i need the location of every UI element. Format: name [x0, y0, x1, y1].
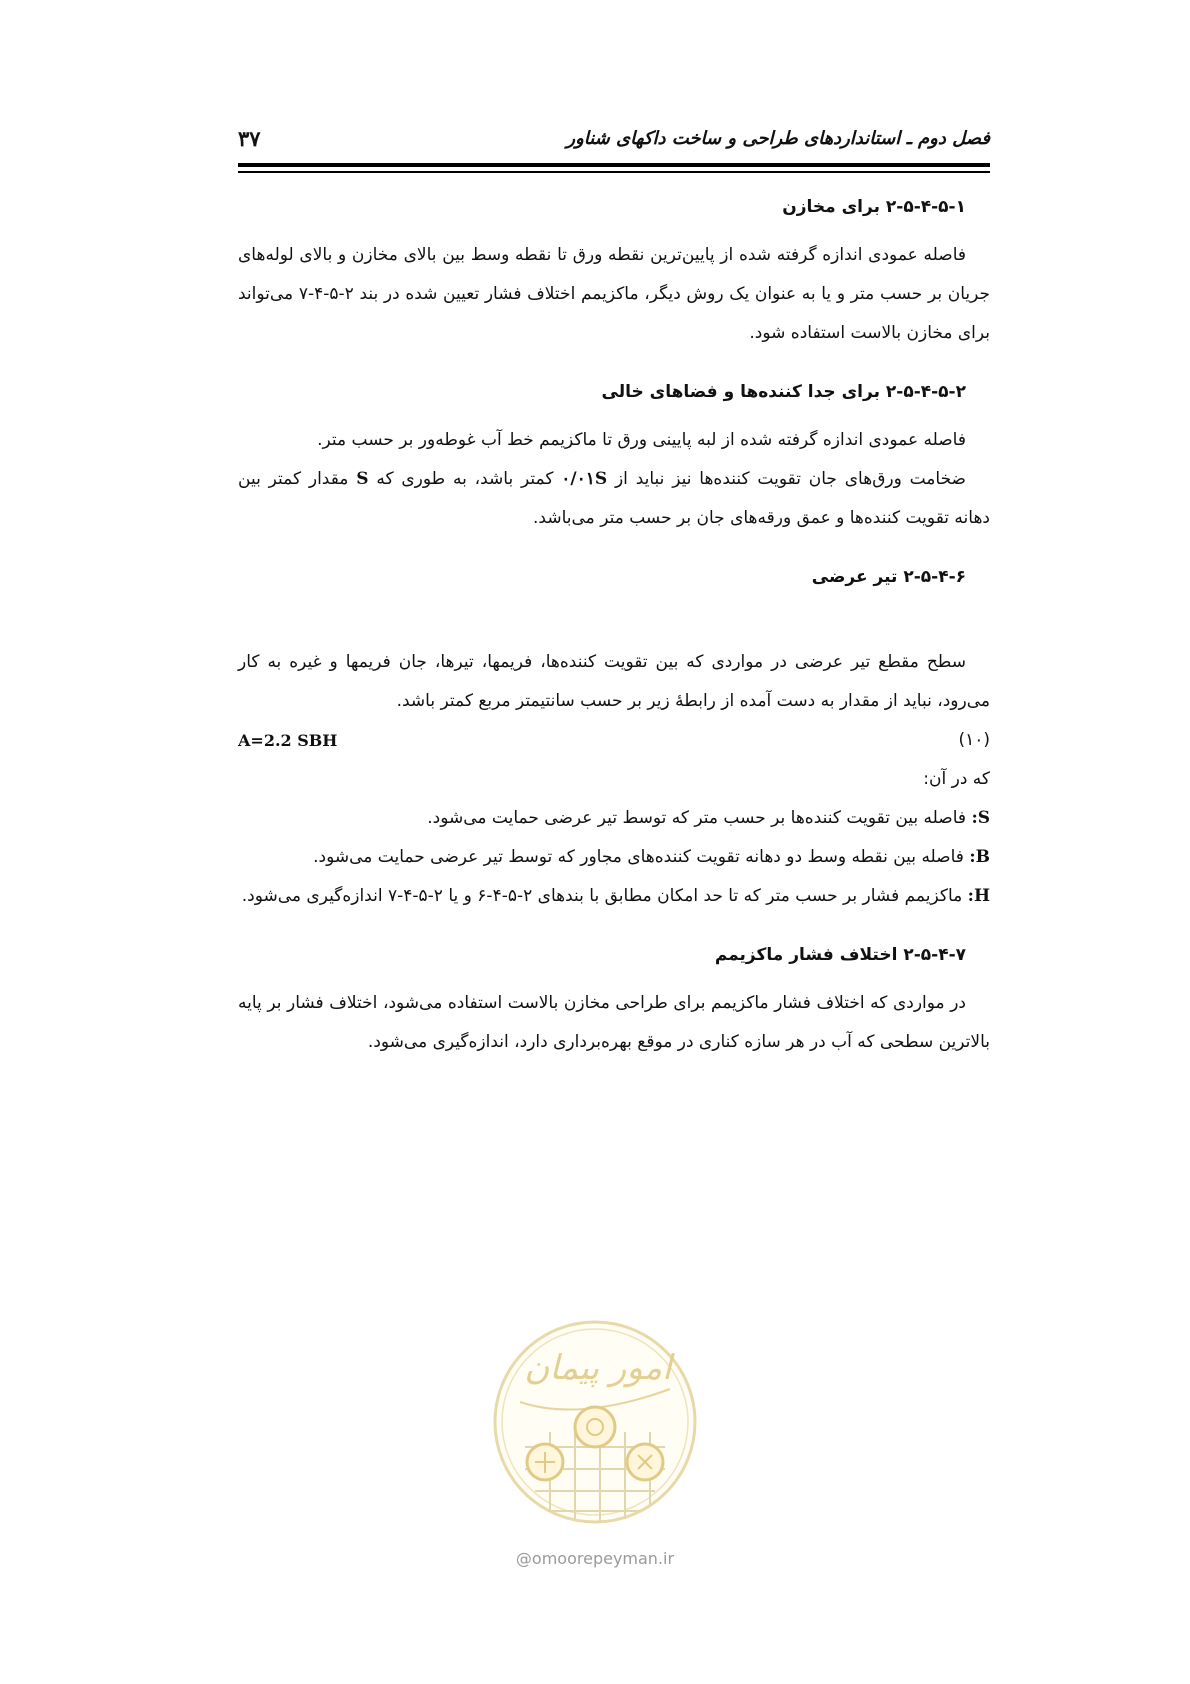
header-rule-thin — [238, 171, 990, 173]
where-label: که در آن: — [923, 769, 990, 789]
variable-s — [238, 799, 990, 838]
header-rule-thick — [238, 163, 990, 167]
paragraph-separators: فاصله عمودی اندازه گرفته شده از لبه پایینی ورق تا ماکزیمم خط آب غوطه‌ور بر حسب متر. — [317, 430, 966, 450]
formula-row — [238, 721, 990, 760]
running-title: فصل دوم ـ استانداردهای طراحی و ساخت داکهای شناور — [566, 128, 990, 149]
running-header — [238, 118, 990, 154]
section-heading-separators: ۲-۵-۴-۵-۲ برای جدا کننده‌ها و فضاهای خالی — [601, 382, 966, 402]
section-heading-max-pressure: ۲-۵-۴-۷ اختلاف فشار ماکزیمم — [714, 945, 966, 965]
logo-script: امور پیمان — [524, 1348, 672, 1388]
paragraph-tanks: فاصله عمودی اندازه گرفته شده از پایین‌ترین نقطه ورق تا نقطه وسط بین بالای مخازن و بالای لوله‌های جریان بر حسب متر و یا به عنوان یک روش دیگر، ماکزیمم اختلاف فشار تعیین شده در بند ۲-۵-۴-۷ می‌تواند برای مخازن بالاست استفاده شود. — [238, 245, 991, 343]
web-thickness-text-c: مقدار کمتر بین دهانه تقویت کننده‌ها و عمق ورقه‌های جان بر حسب متر می‌باشد. — [238, 469, 990, 528]
paragraph-web-thickness — [238, 460, 990, 538]
watermark-logo — [490, 1297, 700, 1547]
equation-number: (۱۰) — [958, 730, 990, 750]
variable-text: فاصله بین تقویت کننده‌ها بر حسب متر که توسط تیر عرضی حمایت می‌شود. — [427, 808, 967, 828]
min-thickness-value: ۰/۰۱S — [561, 469, 608, 489]
web-thickness-text-a: ضخامت ورق‌های جان تقویت کننده‌ها نیز نباید از — [614, 469, 966, 489]
web-thickness-text-b: کمتر باشد، به طوری که — [376, 469, 554, 489]
paragraph-transverse-beam: سطح مقطع تیر عرضی در مواردی که بین تقویت کننده‌ها، فریمها، تیرها، جان فریمها و غیره به کار می‌رود، نباید از مقدار به دست آمده از رابطهٔ زیر بر حسب سانتیمتر مربع کمتر باشد. — [238, 652, 990, 711]
page-body — [238, 188, 990, 1062]
formula: A=2.2 SBH — [238, 731, 338, 750]
variable-text: ماکزیمم فشار بر حسب متر که تا حد امکان مطابق با بندهای ۲-۵-۴-۶ و یا ۲-۵-۴-۷ اندازه‌گیری می‌شود. — [241, 886, 963, 906]
variable-key: S: — [971, 808, 990, 828]
variable-key: B: — [969, 847, 990, 867]
variable-b — [238, 838, 990, 877]
variable-key: H: — [967, 886, 990, 906]
variable-h — [238, 877, 990, 916]
variable-text: فاصله بین نقطه وسط دو دهانه تقویت کننده‌های مجاور که توسط تیر عرضی حمایت می‌شود. — [313, 847, 964, 867]
paragraph-max-pressure: در مواردی که اختلاف فشار ماکزیمم برای طراحی مخازن بالاست استفاده می‌شود، اختلاف فشار بر پایه بالاترین سطحی که آب در هر سازه کناری در موقع بهره‌برداری دارد، اندازه‌گیری می‌شود. — [238, 993, 990, 1052]
s-symbol: S — [356, 469, 369, 489]
section-heading-transverse-beam: ۲-۵-۴-۶ تیر عرضی — [811, 567, 966, 587]
watermark-url: @omoorepeyman.ir — [515, 1549, 675, 1568]
page-number: ۳۷ — [238, 126, 261, 151]
section-heading-tanks: ۲-۵-۴-۵-۱ برای مخازن — [782, 197, 966, 217]
